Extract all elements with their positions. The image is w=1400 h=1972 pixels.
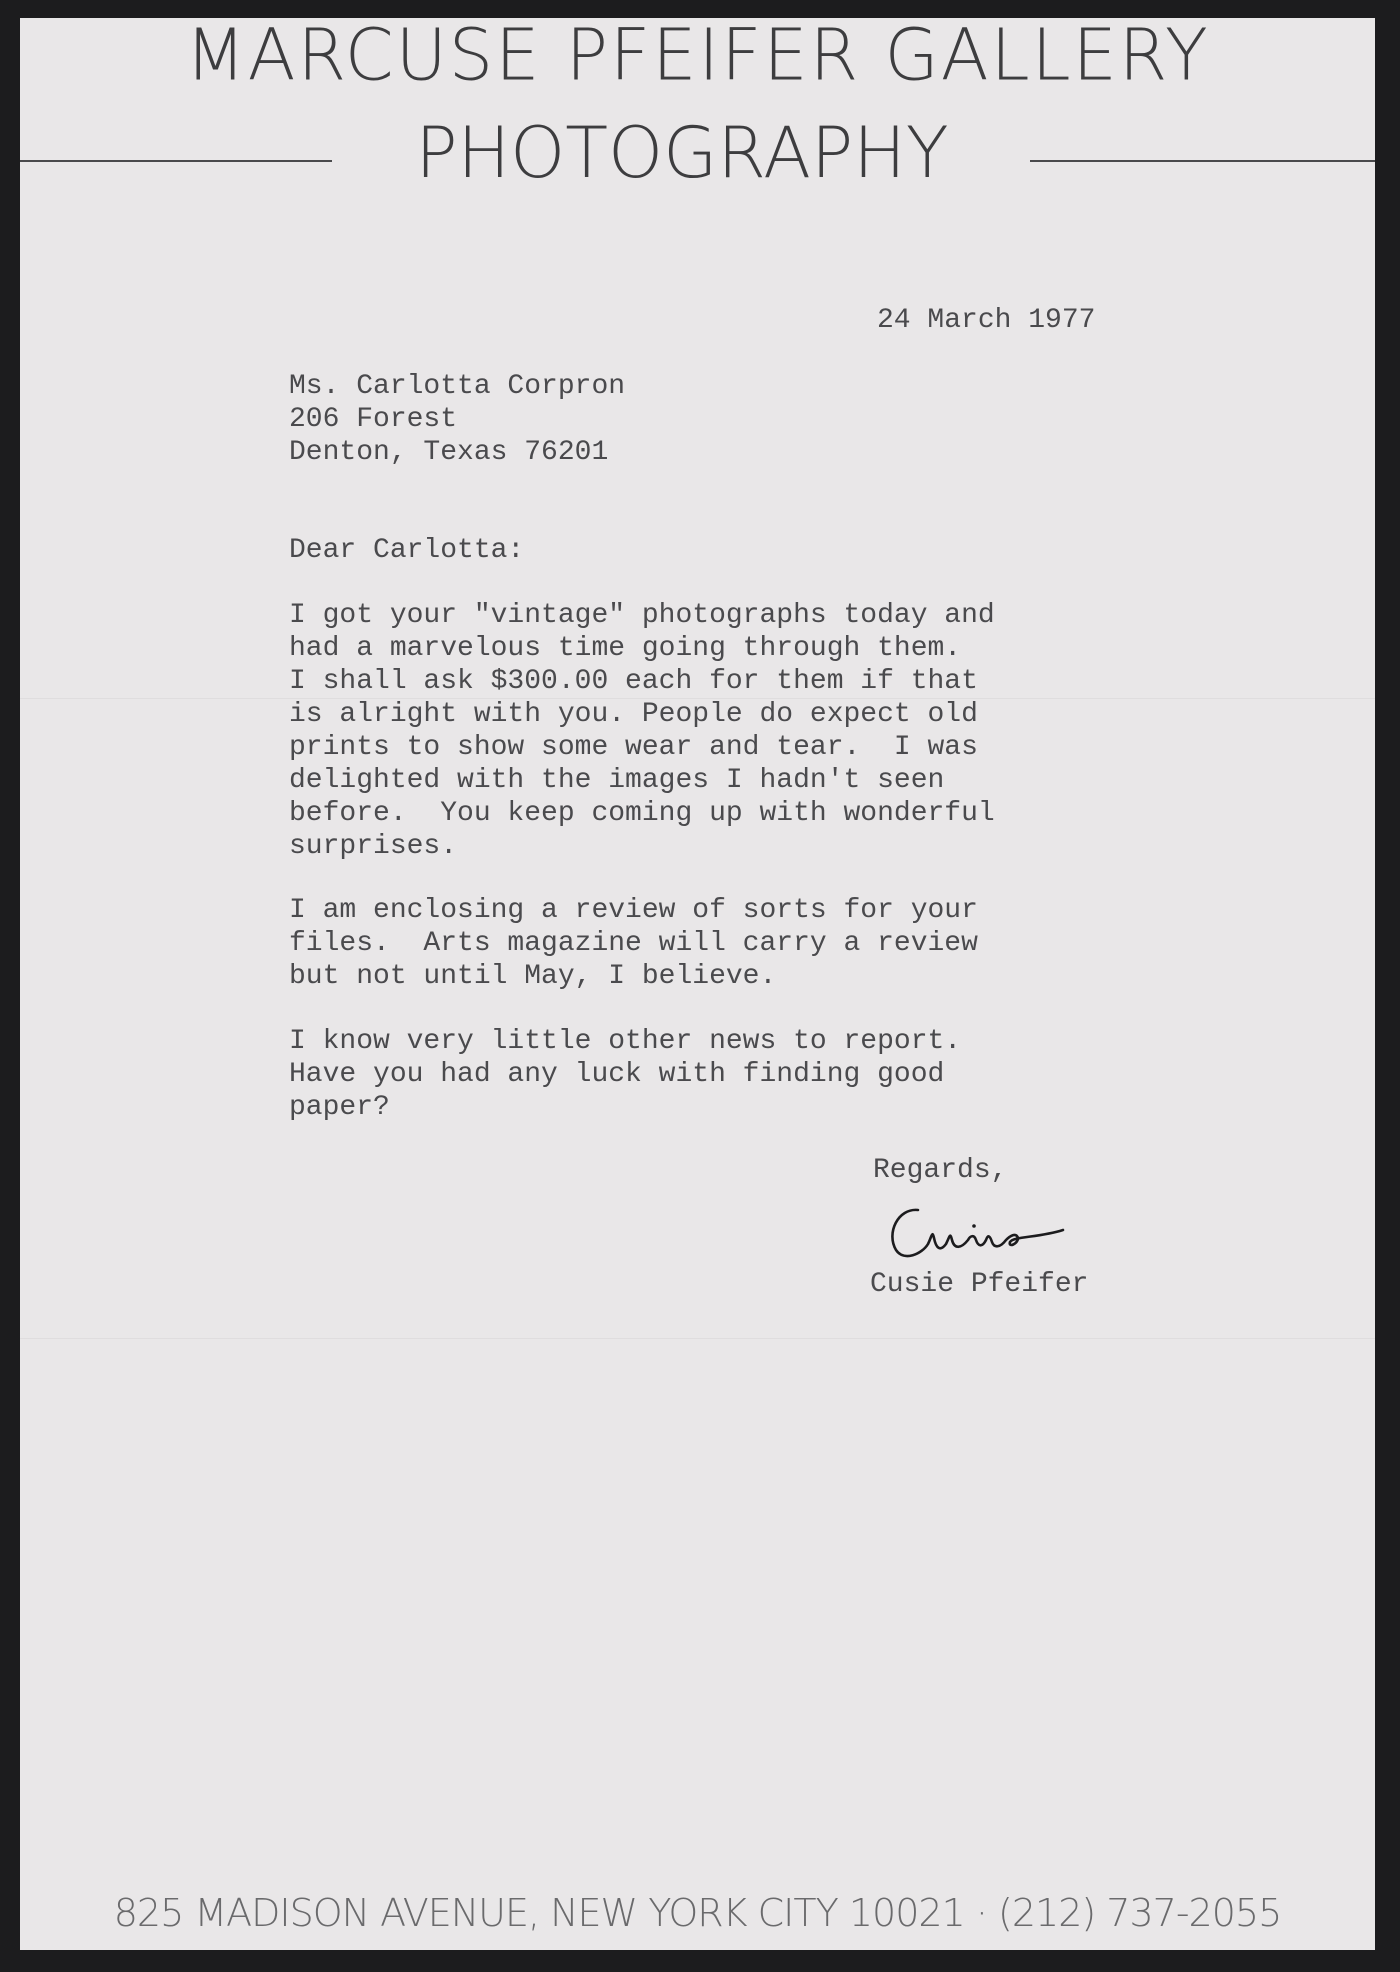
- closing: Regards,: [873, 1155, 1008, 1186]
- footer-phone: (212) 737-2055: [998, 1891, 1282, 1935]
- footer-address: 825 MADISON AVENUE, NEW YORK CITY 10021: [113, 1891, 965, 1935]
- signature-scrawl-icon: [878, 1188, 1078, 1278]
- footer-separator: ·: [975, 1891, 987, 1935]
- fold-line: [20, 1338, 1375, 1339]
- letterhead-rule-left: [20, 160, 332, 162]
- letterhead-rule-right: [1030, 160, 1375, 162]
- letter-date: 24 March 1977: [877, 305, 1096, 336]
- recipient-address: [289, 370, 625, 469]
- letterhead-subtitle: PHOTOGRAPHY: [415, 112, 949, 194]
- gallery-name: MARCUSE PFEIFER GALLERY: [185, 18, 1210, 97]
- letterhead-footer: [20, 1891, 1375, 1935]
- body-paragraph: I am enclosing a review of sorts for your files. Arts magazine will carry a review but not until May, I believe.: [289, 895, 978, 992]
- recipient-city: Denton, Texas 76201: [289, 437, 609, 468]
- recipient-name: Ms. Carlotta Corpron: [289, 371, 626, 402]
- handwritten-signature: [878, 1188, 1078, 1278]
- body-paragraph: I got your "vintage" photographs today and had a marvelous time going through them. I shall ask $300.00 each for them if that is alright with you. People do expect old prints to show some wear and tear. I was delighted with the images I hadn't seen before. You keep coming up with wonderful surprises.: [289, 600, 995, 862]
- body-paragraph: I know very little other news to report. Have you had any luck with finding good paper?: [289, 1026, 962, 1123]
- salutation: Dear Carlotta:: [289, 535, 525, 566]
- letter-sheet: [20, 18, 1375, 1950]
- letterhead-subtitle-row: [20, 112, 1375, 208]
- recipient-street: 206 Forest: [289, 404, 458, 435]
- signer-name: Cusie Pfeifer: [870, 1269, 1089, 1300]
